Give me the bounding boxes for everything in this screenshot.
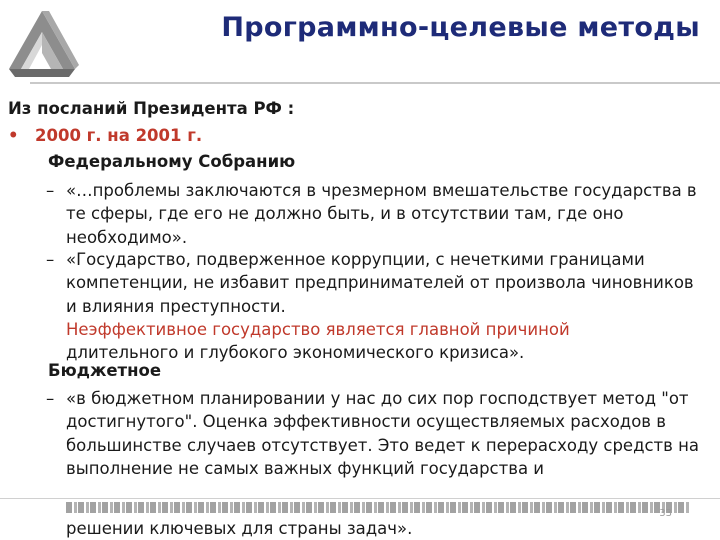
quote-text-highlight: Неэффективное государство является главной причиной xyxy=(66,319,570,339)
dash-mark: – xyxy=(46,250,55,269)
quote-text-part1: «Государство, подверженное коррупции, с нечеткими границами компетенции, не избавит предпринимателей от произвола чиновников и влияния преступности. xyxy=(66,250,694,316)
quote-item-1 xyxy=(46,179,708,249)
subheading-budget: Бюджетное xyxy=(48,361,162,380)
subheading-federal-assembly: Федеральному Собранию xyxy=(48,152,296,171)
quote-item-3 xyxy=(46,387,708,480)
quote-text xyxy=(66,248,708,364)
dash-mark: – xyxy=(46,389,55,408)
quote-text-part2: длительного и глубокого экономического кризиса». xyxy=(66,343,525,363)
bullet-mark: • xyxy=(8,126,19,145)
page-title: Программно-целевые методы xyxy=(221,12,700,43)
bullet-text: 2000 г. на 2001 г. xyxy=(35,126,203,145)
section-heading: Из посланий Президента РФ : xyxy=(8,99,295,118)
impossible-triangle-icon xyxy=(5,5,80,80)
quote-text: «…проблемы заключаются в чрезмерном вмешательстве государства в те сферы, где его не должно быть, и в отсутствии там, где оно необходимо». xyxy=(66,181,697,247)
dash-mark: – xyxy=(46,181,55,200)
quote-item-3-end xyxy=(46,517,708,540)
overlapped-text-line xyxy=(66,502,690,513)
quote-text-end: решении ключевых для страны задач». xyxy=(66,519,413,538)
footer-divider xyxy=(0,498,720,499)
page-number: 33 xyxy=(659,508,672,519)
title-divider xyxy=(30,82,720,84)
quote-text: «в бюджетном планировании у нас до сих пор господствует метод "от достигнутого". Оценка эффективности осуществляемых расходов в большинстве случаев отсутствует. Это ведет к перерасходу средств на выполнение не самых важных функций государства и xyxy=(66,389,700,478)
quote-item-2 xyxy=(46,248,708,364)
bullet-year xyxy=(8,126,202,145)
